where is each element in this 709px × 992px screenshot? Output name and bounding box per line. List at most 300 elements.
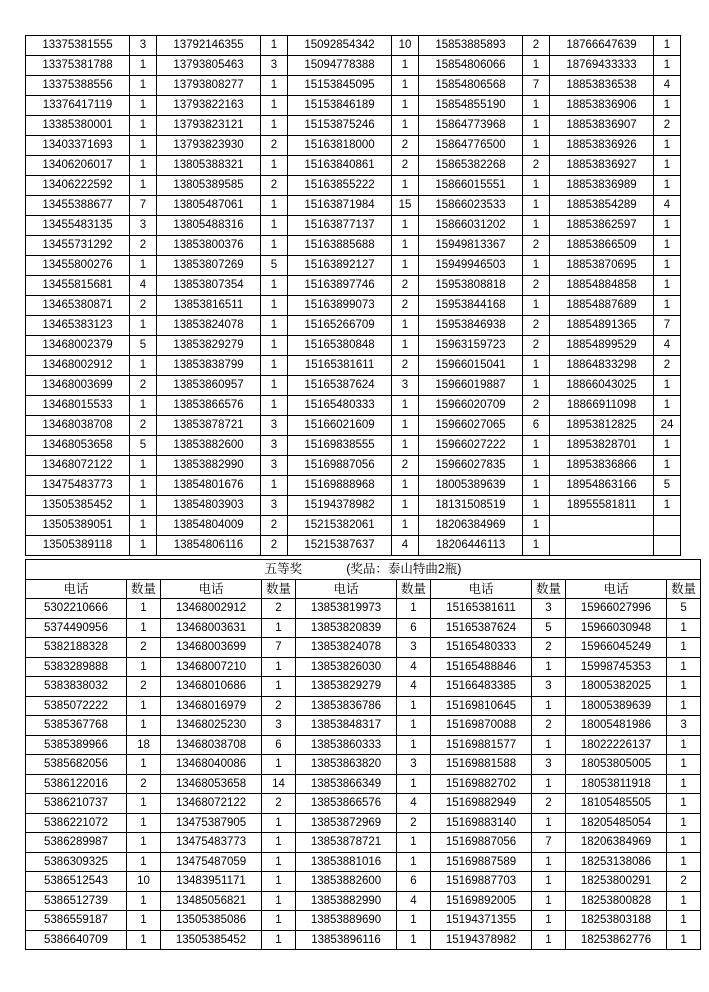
phone-cell: 15169887589 — [431, 852, 532, 872]
quantity-cell: 1 — [261, 116, 288, 136]
phone-cell: 15194378982 — [288, 496, 392, 516]
phone-cell: 13455815681 — [26, 276, 130, 296]
phone-cell: 13853889690 — [296, 911, 397, 931]
quantity-cell: 7 — [262, 638, 296, 658]
phone-cell: 13853807354 — [157, 276, 261, 296]
phone-cell: 13805488316 — [157, 216, 261, 236]
phone-cell: 13455731292 — [26, 236, 130, 256]
quantity-cell: 3 — [667, 716, 701, 736]
quantity-cell: 1 — [523, 376, 550, 396]
phone-cell: 15163877137 — [288, 216, 392, 236]
phone-cell: 18131508519 — [419, 496, 523, 516]
phone-cell: 15092854342 — [288, 36, 392, 56]
quantity-cell: 2 — [130, 416, 157, 436]
quantity-cell: 1 — [262, 813, 296, 833]
phone-cell: 18853836989 — [550, 176, 654, 196]
phone-cell: 15966027222 — [419, 436, 523, 456]
quantity-cell: 3 — [130, 36, 157, 56]
header-quantity: 数量 — [127, 579, 161, 599]
table-row — [26, 618, 701, 638]
quantity-cell: 1 — [654, 296, 681, 316]
table-row — [26, 236, 681, 256]
phone-cell: 13853836786 — [296, 696, 397, 716]
quantity-cell: 1 — [392, 336, 419, 356]
phone-cell: 5385072222 — [26, 696, 127, 716]
phone-cell: 15966045249 — [566, 638, 667, 658]
quantity-cell: 7 — [654, 316, 681, 336]
phone-cell: 5386512543 — [26, 872, 127, 892]
phone-cell: 15854806066 — [419, 56, 523, 76]
phone-cell: 18053811918 — [566, 774, 667, 794]
phone-cell: 13468038708 — [26, 416, 130, 436]
quantity-cell: 1 — [523, 176, 550, 196]
phone-cell: 13385380001 — [26, 116, 130, 136]
phone-cell: 13485056821 — [161, 891, 262, 911]
quantity-cell: 2 — [532, 716, 566, 736]
quantity-cell: 1 — [523, 436, 550, 456]
phone-cell: 13505389051 — [26, 516, 130, 536]
phone-cell: 13853800376 — [157, 236, 261, 256]
quantity-cell: 1 — [397, 930, 431, 950]
table-row — [26, 396, 681, 416]
quantity-cell: 1 — [654, 456, 681, 476]
phone-cell: 5374490956 — [26, 618, 127, 638]
header-phone: 电话 — [566, 579, 667, 599]
quantity-cell: 1 — [261, 316, 288, 336]
table-row — [26, 716, 701, 736]
phone-cell: 13468053658 — [26, 436, 130, 456]
phone-cell: 13853866576 — [157, 396, 261, 416]
quantity-cell: 1 — [532, 930, 566, 950]
quantity-cell: 2 — [654, 116, 681, 136]
quantity-cell: 3 — [532, 599, 566, 619]
phone-cell: 13375381555 — [26, 36, 130, 56]
quantity-cell: 1 — [261, 396, 288, 416]
quantity-cell: 1 — [532, 813, 566, 833]
quantity-cell: 24 — [654, 416, 681, 436]
quantity-cell: 2 — [261, 536, 288, 556]
quantity-cell: 1 — [130, 476, 157, 496]
quantity-cell: 1 — [127, 813, 161, 833]
phone-cell: 15153846189 — [288, 96, 392, 116]
prize-note: (奖品：泰山特曲2瓶) — [346, 562, 462, 577]
phone-cell: 13853866576 — [296, 794, 397, 814]
phone-cell: 15165381611 — [431, 599, 532, 619]
phone-cell: 13854806116 — [157, 536, 261, 556]
quantity-cell: 1 — [532, 657, 566, 677]
phone-cell: 15864773968 — [419, 116, 523, 136]
header-phone: 电话 — [26, 579, 127, 599]
phone-cell: 18955581811 — [550, 496, 654, 516]
phone-cell: 5386640709 — [26, 930, 127, 950]
phone-cell — [550, 536, 654, 556]
phone-cell: 15966020709 — [419, 396, 523, 416]
phone-cell: 13468072122 — [26, 456, 130, 476]
phone-cell: 15998745353 — [566, 657, 667, 677]
quantity-cell: 1 — [392, 476, 419, 496]
quantity-cell: 1 — [397, 696, 431, 716]
column-header-row — [26, 579, 701, 599]
quantity-cell: 1 — [130, 156, 157, 176]
quantity-cell: 1 — [392, 176, 419, 196]
quantity-cell: 7 — [532, 833, 566, 853]
quantity-cell: 1 — [667, 813, 701, 833]
quantity-cell: 1 — [667, 638, 701, 658]
prize-title: 五等奖 — [264, 562, 303, 577]
phone-cell: 13468025230 — [161, 716, 262, 736]
phone-cell: 13793823930 — [157, 136, 261, 156]
quantity-cell: 1 — [261, 356, 288, 376]
table-row — [26, 36, 681, 56]
quantity-cell: 2 — [532, 794, 566, 814]
phone-cell: 13853866349 — [296, 774, 397, 794]
quantity-cell: 1 — [392, 216, 419, 236]
phone-cell: 15949946503 — [419, 256, 523, 276]
header-quantity: 数量 — [667, 579, 701, 599]
phone-cell: 18866043025 — [550, 376, 654, 396]
quantity-cell: 1 — [392, 56, 419, 76]
quantity-cell: 1 — [523, 456, 550, 476]
phone-cell: 13468003631 — [161, 618, 262, 638]
phone-cell: 5386210737 — [26, 794, 127, 814]
quantity-cell: 1 — [127, 618, 161, 638]
quantity-cell: 2 — [392, 136, 419, 156]
quantity-cell: 1 — [523, 496, 550, 516]
table-row — [26, 735, 701, 755]
quantity-cell: 5 — [130, 336, 157, 356]
phone-cell: 13853881016 — [296, 852, 397, 872]
phone-cell: 13406222592 — [26, 176, 130, 196]
quantity-cell: 2 — [261, 516, 288, 536]
quantity-cell: 2 — [262, 599, 296, 619]
header-quantity: 数量 — [262, 579, 296, 599]
quantity-cell: 6 — [523, 416, 550, 436]
quantity-cell: 1 — [127, 930, 161, 950]
phone-cell: 13375388556 — [26, 76, 130, 96]
phone-cell: 15163892127 — [288, 256, 392, 276]
phone-cell: 13853829279 — [296, 677, 397, 697]
quantity-cell: 1 — [397, 716, 431, 736]
table-row — [26, 536, 681, 556]
phone-cell: 15963159723 — [419, 336, 523, 356]
quantity-cell: 1 — [130, 396, 157, 416]
phone-cell: 13483951171 — [161, 872, 262, 892]
quantity-cell: 1 — [667, 891, 701, 911]
phone-cell: 18253138086 — [566, 852, 667, 872]
quantity-cell: 1 — [523, 216, 550, 236]
phone-cell: 5383838032 — [26, 677, 127, 697]
quantity-cell: 1 — [667, 696, 701, 716]
phone-cell: 15865382268 — [419, 156, 523, 176]
quantity-cell: 1 — [261, 156, 288, 176]
quantity-cell: 2 — [523, 396, 550, 416]
phone-cell: 15854806568 — [419, 76, 523, 96]
phone-cell: 15953844168 — [419, 296, 523, 316]
quantity-cell: 1 — [523, 56, 550, 76]
phone-cell: 13505385086 — [161, 911, 262, 931]
quantity-cell: 3 — [261, 436, 288, 456]
phone-cell: 15215382061 — [288, 516, 392, 536]
phone-cell: 15169887703 — [431, 872, 532, 892]
quantity-cell: 3 — [262, 716, 296, 736]
phone-cell: 15169882949 — [431, 794, 532, 814]
phone-cell: 15169888968 — [288, 476, 392, 496]
quantity-cell: 1 — [667, 618, 701, 638]
quantity-cell: 2 — [130, 376, 157, 396]
phone-cell: 15094778388 — [288, 56, 392, 76]
phone-cell: 13853860333 — [296, 735, 397, 755]
phone-cell: 5386289987 — [26, 833, 127, 853]
phone-cell: 15966019887 — [419, 376, 523, 396]
phone-cell: 18206446113 — [419, 536, 523, 556]
table-row — [26, 136, 681, 156]
phone-cell: 15165381611 — [288, 356, 392, 376]
table-row — [26, 96, 681, 116]
quantity-cell: 1 — [654, 256, 681, 276]
phone-cell: 13853882600 — [296, 872, 397, 892]
quantity-cell: 1 — [262, 891, 296, 911]
phone-cell: 15169883140 — [431, 813, 532, 833]
phone-cell: 13376417119 — [26, 96, 130, 116]
phone-cell: 15153845095 — [288, 76, 392, 96]
quantity-cell: 1 — [127, 657, 161, 677]
quantity-cell: 1 — [392, 416, 419, 436]
phone-cell: 18853854289 — [550, 196, 654, 216]
quantity-cell: 1 — [667, 735, 701, 755]
phone-cell: 13853826030 — [296, 657, 397, 677]
phone-cell: 18205485054 — [566, 813, 667, 833]
phone-cell: 15165387624 — [288, 376, 392, 396]
quantity-cell: 1 — [392, 96, 419, 116]
quantity-cell: 1 — [130, 56, 157, 76]
quantity-cell: 1 — [532, 891, 566, 911]
quantity-cell: 5 — [654, 476, 681, 496]
table-row — [26, 696, 701, 716]
quantity-cell: 1 — [262, 833, 296, 853]
phone-cell: 13853896116 — [296, 930, 397, 950]
quantity-cell: 2 — [667, 872, 701, 892]
quantity-cell: 1 — [130, 176, 157, 196]
quantity-cell: 1 — [654, 496, 681, 516]
fifth-prize-table-body — [26, 560, 701, 950]
quantity-cell: 4 — [654, 76, 681, 96]
quantity-cell: 1 — [130, 96, 157, 116]
phone-cell: 13468053658 — [161, 774, 262, 794]
quantity-cell: 1 — [523, 116, 550, 136]
phone-cell: 13853829279 — [157, 336, 261, 356]
quantity-cell: 1 — [261, 196, 288, 216]
quantity-cell: 3 — [532, 755, 566, 775]
phone-cell: 5386512739 — [26, 891, 127, 911]
quantity-cell: 3 — [261, 56, 288, 76]
quantity-cell: 1 — [523, 516, 550, 536]
quantity-cell: 1 — [654, 236, 681, 256]
phone-cell: 13475387905 — [161, 813, 262, 833]
table-row — [26, 196, 681, 216]
phone-cell: 15169838555 — [288, 436, 392, 456]
phone-cell: 13853863820 — [296, 755, 397, 775]
header-quantity: 数量 — [532, 579, 566, 599]
quantity-cell: 4 — [397, 677, 431, 697]
phone-cell: 18853870695 — [550, 256, 654, 276]
quantity-cell: 2 — [392, 456, 419, 476]
phone-cell: 13854801676 — [157, 476, 261, 496]
phone-cell: 18854899529 — [550, 336, 654, 356]
quantity-cell: 1 — [261, 216, 288, 236]
phone-cell: 15949813367 — [419, 236, 523, 256]
quantity-cell: 2 — [392, 276, 419, 296]
table-row — [26, 794, 701, 814]
phone-cell: 18206384969 — [419, 516, 523, 536]
quantity-cell: 10 — [127, 872, 161, 892]
phone-cell: 5382188328 — [26, 638, 127, 658]
phone-cell: 5386221072 — [26, 813, 127, 833]
phone-cell: 5383289888 — [26, 657, 127, 677]
quantity-cell: 7 — [523, 76, 550, 96]
quantity-cell: 1 — [667, 755, 701, 775]
quantity-cell: 1 — [654, 176, 681, 196]
phone-cell: 18853836926 — [550, 136, 654, 156]
quantity-cell: 1 — [523, 96, 550, 116]
quantity-cell: 1 — [130, 516, 157, 536]
phone-cell: 15866015551 — [419, 176, 523, 196]
phone-cell: 13792146355 — [157, 36, 261, 56]
quantity-cell: 1 — [261, 236, 288, 256]
phone-cell: 13805487061 — [157, 196, 261, 216]
phone-cell: 15169892005 — [431, 891, 532, 911]
phone-cell: 15966030948 — [566, 618, 667, 638]
phone-cell: 15163899073 — [288, 296, 392, 316]
phone-cell: 15153875246 — [288, 116, 392, 136]
quantity-cell: 1 — [654, 56, 681, 76]
quantity-cell: 3 — [392, 376, 419, 396]
phone-cell: 18853836538 — [550, 76, 654, 96]
quantity-cell: 3 — [397, 638, 431, 658]
quantity-cell: 1 — [654, 36, 681, 56]
quantity-cell: 1 — [127, 716, 161, 736]
phone-cell: 18854887689 — [550, 296, 654, 316]
table-row — [26, 891, 701, 911]
phone-cell: 13468002912 — [26, 356, 130, 376]
phone-cell: 18954863166 — [550, 476, 654, 496]
phone-cell: 18853866509 — [550, 236, 654, 256]
quantity-cell: 1 — [523, 476, 550, 496]
table-row — [26, 774, 701, 794]
phone-cell: 13853882990 — [296, 891, 397, 911]
phone-cell: 18105485505 — [566, 794, 667, 814]
quantity-cell: 1 — [667, 852, 701, 872]
phone-cell: 15864776500 — [419, 136, 523, 156]
quantity-cell: 1 — [262, 911, 296, 931]
quantity-cell: 1 — [532, 735, 566, 755]
phone-cell: 13468002379 — [26, 336, 130, 356]
quantity-cell: 1 — [127, 696, 161, 716]
quantity-cell: 1 — [667, 677, 701, 697]
quantity-cell: 2 — [523, 276, 550, 296]
header-quantity: 数量 — [397, 579, 431, 599]
quantity-cell: 4 — [397, 657, 431, 677]
table-row — [26, 276, 681, 296]
quantity-cell: 5 — [532, 618, 566, 638]
phone-cell: 18206384969 — [566, 833, 667, 853]
phone-cell: 13853878721 — [296, 833, 397, 853]
quantity-cell: 5 — [130, 436, 157, 456]
quantity-cell: 1 — [130, 136, 157, 156]
prize-title-cell — [26, 560, 701, 580]
phone-cell: 18005389639 — [566, 696, 667, 716]
phone-cell: 15966027996 — [566, 599, 667, 619]
quantity-cell: 1 — [523, 296, 550, 316]
phone-cell: 13468003699 — [26, 376, 130, 396]
quantity-cell: 1 — [532, 852, 566, 872]
phone-cell: 13853848317 — [296, 716, 397, 736]
table-row — [26, 356, 681, 376]
quantity-cell: 5 — [667, 599, 701, 619]
phone-cell: 15169810645 — [431, 696, 532, 716]
table-row — [26, 677, 701, 697]
phone-cell: 13465383123 — [26, 316, 130, 336]
phone-cell: 18253862776 — [566, 930, 667, 950]
quantity-cell: 1 — [261, 336, 288, 356]
phone-cell: 13455800276 — [26, 256, 130, 276]
table-row — [26, 456, 681, 476]
quantity-cell: 1 — [397, 735, 431, 755]
quantity-cell: 1 — [392, 516, 419, 536]
phone-cell: 18854891365 — [550, 316, 654, 336]
phone-cell: 15163818000 — [288, 136, 392, 156]
quantity-cell: 2 — [523, 156, 550, 176]
quantity-cell: 1 — [261, 96, 288, 116]
phone-cell: 15169870088 — [431, 716, 532, 736]
phone-cell: 15169882702 — [431, 774, 532, 794]
phone-cell: 13468072122 — [161, 794, 262, 814]
quantity-cell: 1 — [262, 755, 296, 775]
phone-cell: 13853824078 — [296, 638, 397, 658]
quantity-cell: 6 — [397, 872, 431, 892]
quantity-cell: 1 — [654, 276, 681, 296]
quantity-cell: 1 — [130, 76, 157, 96]
phone-cell: 13805389585 — [157, 176, 261, 196]
quantity-cell: 3 — [532, 677, 566, 697]
phone-cell: 5386309325 — [26, 852, 127, 872]
header-phone: 电话 — [431, 579, 532, 599]
phone-cell: 13853807269 — [157, 256, 261, 276]
phone-cell: 15866031202 — [419, 216, 523, 236]
phone-cell: 15163855222 — [288, 176, 392, 196]
quantity-cell: 1 — [654, 216, 681, 236]
table-row — [26, 436, 681, 456]
phone-cell: 15966027835 — [419, 456, 523, 476]
phone-cell: 18253800291 — [566, 872, 667, 892]
quantity-cell: 3 — [130, 216, 157, 236]
phone-cell: 15854855190 — [419, 96, 523, 116]
quantity-cell: 1 — [654, 96, 681, 116]
quantity-cell: 1 — [523, 196, 550, 216]
phone-cell: 15163840861 — [288, 156, 392, 176]
table-row — [26, 156, 681, 176]
winners-table-top-body — [26, 36, 681, 556]
phone-cell: 18005481986 — [566, 716, 667, 736]
quantity-cell: 1 — [397, 852, 431, 872]
quantity-cell: 2 — [127, 677, 161, 697]
phone-cell: 13475483773 — [161, 833, 262, 853]
phone-cell: 15169881577 — [431, 735, 532, 755]
quantity-cell: 2 — [261, 176, 288, 196]
phone-cell: 15169887056 — [431, 833, 532, 853]
table-row — [26, 116, 681, 136]
phone-cell: 5386559187 — [26, 911, 127, 931]
table-row — [26, 833, 701, 853]
